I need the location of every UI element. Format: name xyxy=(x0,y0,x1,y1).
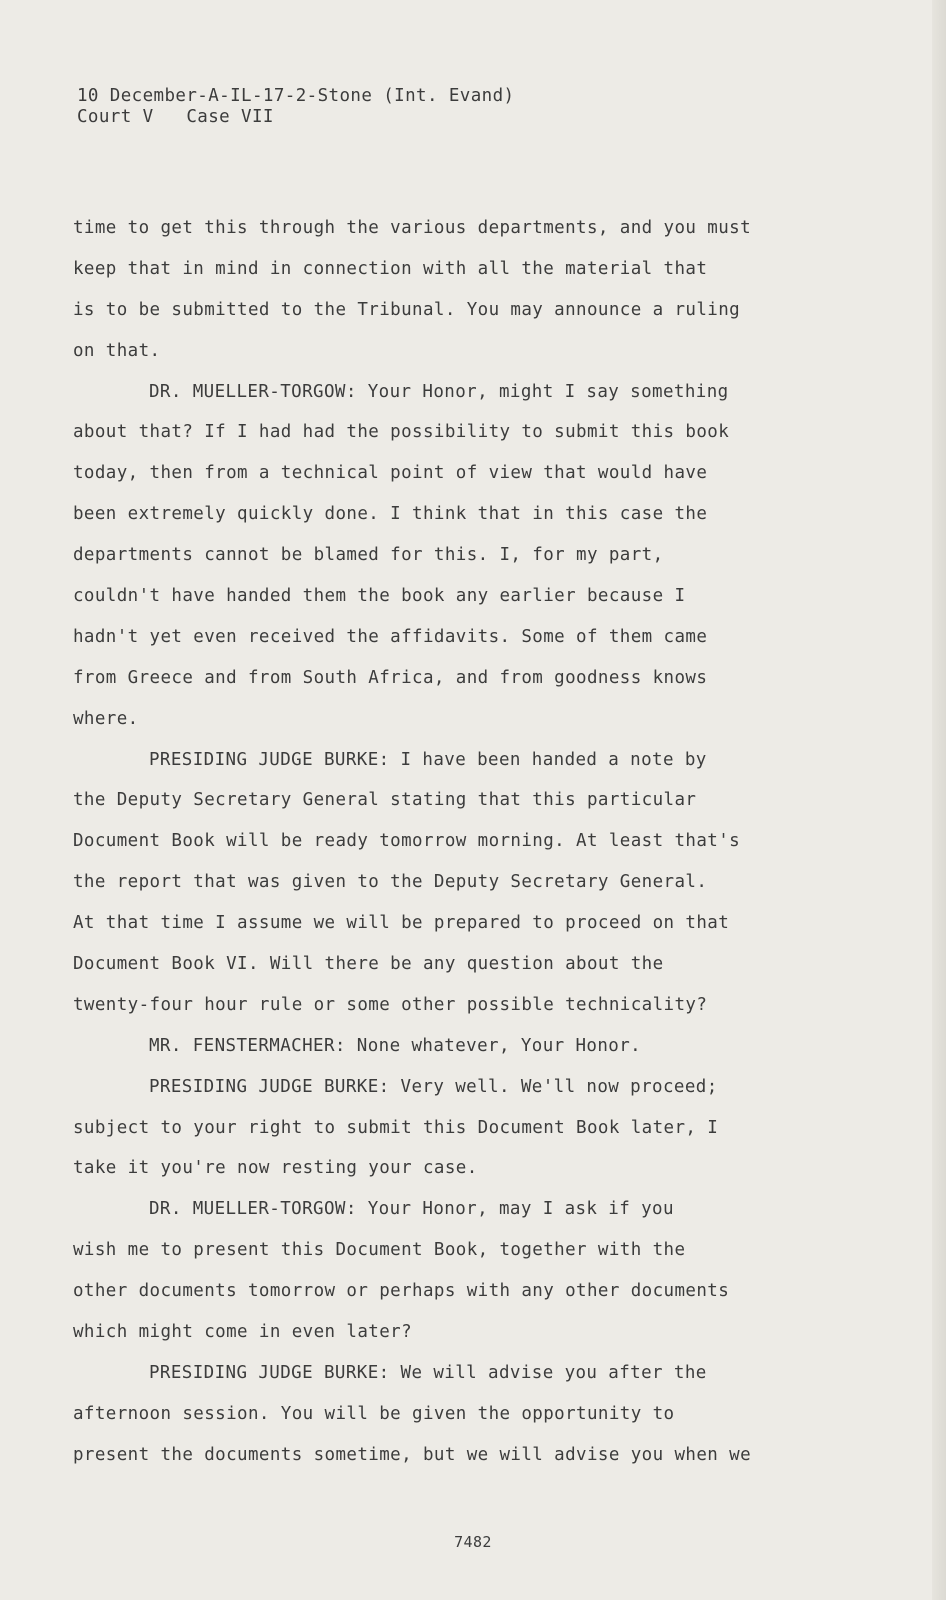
transcript-line: couldn't have handed them the book any earlier because I xyxy=(73,586,686,607)
transcript-line: the report that was given to the Deputy Secretary General. xyxy=(73,872,708,893)
transcript-header xyxy=(77,86,514,128)
transcript-line: today, then from a technical point of view that would have xyxy=(73,463,708,484)
transcript-line: PRESIDING JUDGE BURKE: We will advise you after the xyxy=(149,1362,707,1383)
transcript-line: Document Book will be ready tomorrow morning. At least that's xyxy=(73,831,741,852)
transcript-line: other documents tomorrow or perhaps with any other documents xyxy=(73,1281,730,1302)
transcript-line: PRESIDING JUDGE BURKE: I have been handed a note by xyxy=(149,749,707,770)
transcript-line: DR. MUELLER-TORGOW: Your Honor, may I ask if you xyxy=(149,1199,674,1220)
transcript-body xyxy=(73,208,853,1476)
transcript-line: the Deputy Secretary General stating that this particular xyxy=(73,790,697,811)
transcript-line: on that. xyxy=(73,340,161,361)
transcript-line: where. xyxy=(73,708,139,729)
transcript-line: keep that in mind in connection with all the material that xyxy=(73,258,708,279)
transcript-line: Document Book VI. Will there be any question about the xyxy=(73,954,664,975)
transcript-line: MR. FENSTERMACHER: None whatever, Your Honor. xyxy=(149,1035,642,1056)
transcript-line: hadn't yet even received the affidavits. Some of them came xyxy=(73,626,708,647)
transcript-line: been extremely quickly done. I think that in this case the xyxy=(73,504,708,525)
transcript-line: departments cannot be blamed for this. I, for my part, xyxy=(73,545,664,566)
transcript-line: DR. MUELLER-TORGOW: Your Honor, might I say something xyxy=(149,381,729,402)
transcript-line: take it you're now resting your case. xyxy=(73,1158,478,1179)
transcript-line: present the documents sometime, but we will advise you when we xyxy=(73,1444,752,1465)
transcript-line: At that time I assume we will be prepared to proceed on that xyxy=(73,913,730,934)
page-edge-shadow xyxy=(932,0,946,1600)
transcript-line: twenty-four hour rule or some other possible technicality? xyxy=(73,994,708,1015)
transcript-line: subject to your right to submit this Document Book later, I xyxy=(73,1117,719,1138)
header-session-line: 10 December-A-IL-17-2-Stone (Int. Evand) xyxy=(77,86,515,106)
transcript-line: about that? If I had had the possibility to submit this book xyxy=(73,422,730,443)
page-number: 7482 xyxy=(454,1533,492,1551)
transcript-line: time to get this through the various departments, and you must xyxy=(73,218,752,238)
transcript-line: from Greece and from South Africa, and from goodness knows xyxy=(73,667,708,688)
transcript-line: afternoon session. You will be given the opportunity to xyxy=(73,1403,675,1424)
transcript-line: which might come in even later? xyxy=(73,1322,413,1343)
header-court-line: Court V Case VII xyxy=(77,107,274,127)
transcript-line: is to be submitted to the Tribunal. You may announce a ruling xyxy=(73,299,741,320)
transcript-line: PRESIDING JUDGE BURKE: Very well. We'll now proceed; xyxy=(149,1076,718,1097)
transcript-line: wish me to present this Document Book, together with the xyxy=(73,1240,686,1261)
